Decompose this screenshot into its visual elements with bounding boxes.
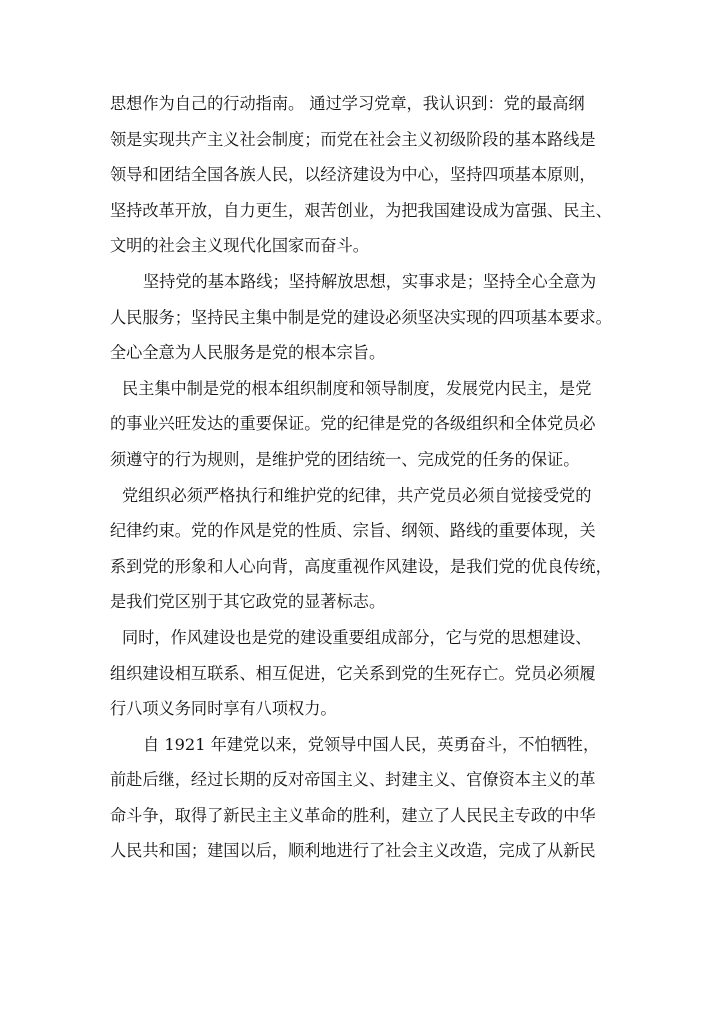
text-line: 系到党的形象和人心向背，高度重视作风建设，是我们党的优良传统， <box>110 556 612 576</box>
text-line: 同时，作风建设也是党的建设重要组成部分，它与党的思想建设、 <box>122 627 592 647</box>
text-line: 人民服务；坚持民主集中制是党的建设必须坚决实现的四项基本要求。 <box>110 307 612 327</box>
text-line: 坚持改革开放，自力更生，艰苦创业，为把我国建设成为富强、民主、 <box>110 200 612 220</box>
text-line: 人民共和国；建国以后，顺利地进行了社会主义改造，完成了从新民 <box>110 841 596 861</box>
text-line: 须遵守的行为规则，是维护党的团结统一、完成党的任务的保证。 <box>110 449 580 469</box>
text-line: 全心全意为人民服务是党的根本宗旨。 <box>110 343 386 363</box>
text-line: 的事业兴旺发达的重要保证。党的纪律是党的各级组织和全体党员必 <box>110 414 596 434</box>
text-line: 行八项义务同时享有八项权力。 <box>110 699 337 719</box>
text-line: 自 1921 年建党以来，党领导中国人民，英勇奋斗，不怕牺牲， <box>143 734 600 754</box>
text-line: 思想作为自己的行动指南。 通过学习党章，我认识到：党的最高纲 <box>110 94 585 113</box>
text-line: 命斗争，取得了新民主主义革命的胜利，建立了人民民主专政的中华 <box>110 805 596 825</box>
text-line: 领是实现共产主义社会制度；而党在社会主义初级阶段的基本路线是 <box>110 129 596 149</box>
text-line: 前赴后继，经过长期的反对帝国主义、封建主义、官僚资本主义的革 <box>110 770 596 790</box>
text-line: 文明的社会主义现代化国家而奋斗。 <box>110 236 369 256</box>
body-text <box>110 86 615 869</box>
text-line: 纪律约束。党的作风是党的性质、宗旨、纲领、路线的重要体现，关 <box>110 521 596 541</box>
text-line: 组织建设相互联系、相互促进，它关系到党的生死存亡。党员必须履 <box>110 663 596 683</box>
text-line: 民主集中制是党的根本组织制度和领导制度，发展党内民主，是党 <box>122 378 592 398</box>
text-line: 领导和团结全国各族人民，以经济建设为中心，坚持四项基本原则， <box>110 165 596 185</box>
text-line: 党组织必须严格执行和维护党的纪律，共产党员必须自觉接受党的 <box>122 485 592 505</box>
text-line: 坚持党的基本路线；坚持解放思想，实事求是；坚持全心全意为 <box>143 271 597 291</box>
text-line: 是我们党区别于其它政党的显著标志。 <box>110 592 386 612</box>
